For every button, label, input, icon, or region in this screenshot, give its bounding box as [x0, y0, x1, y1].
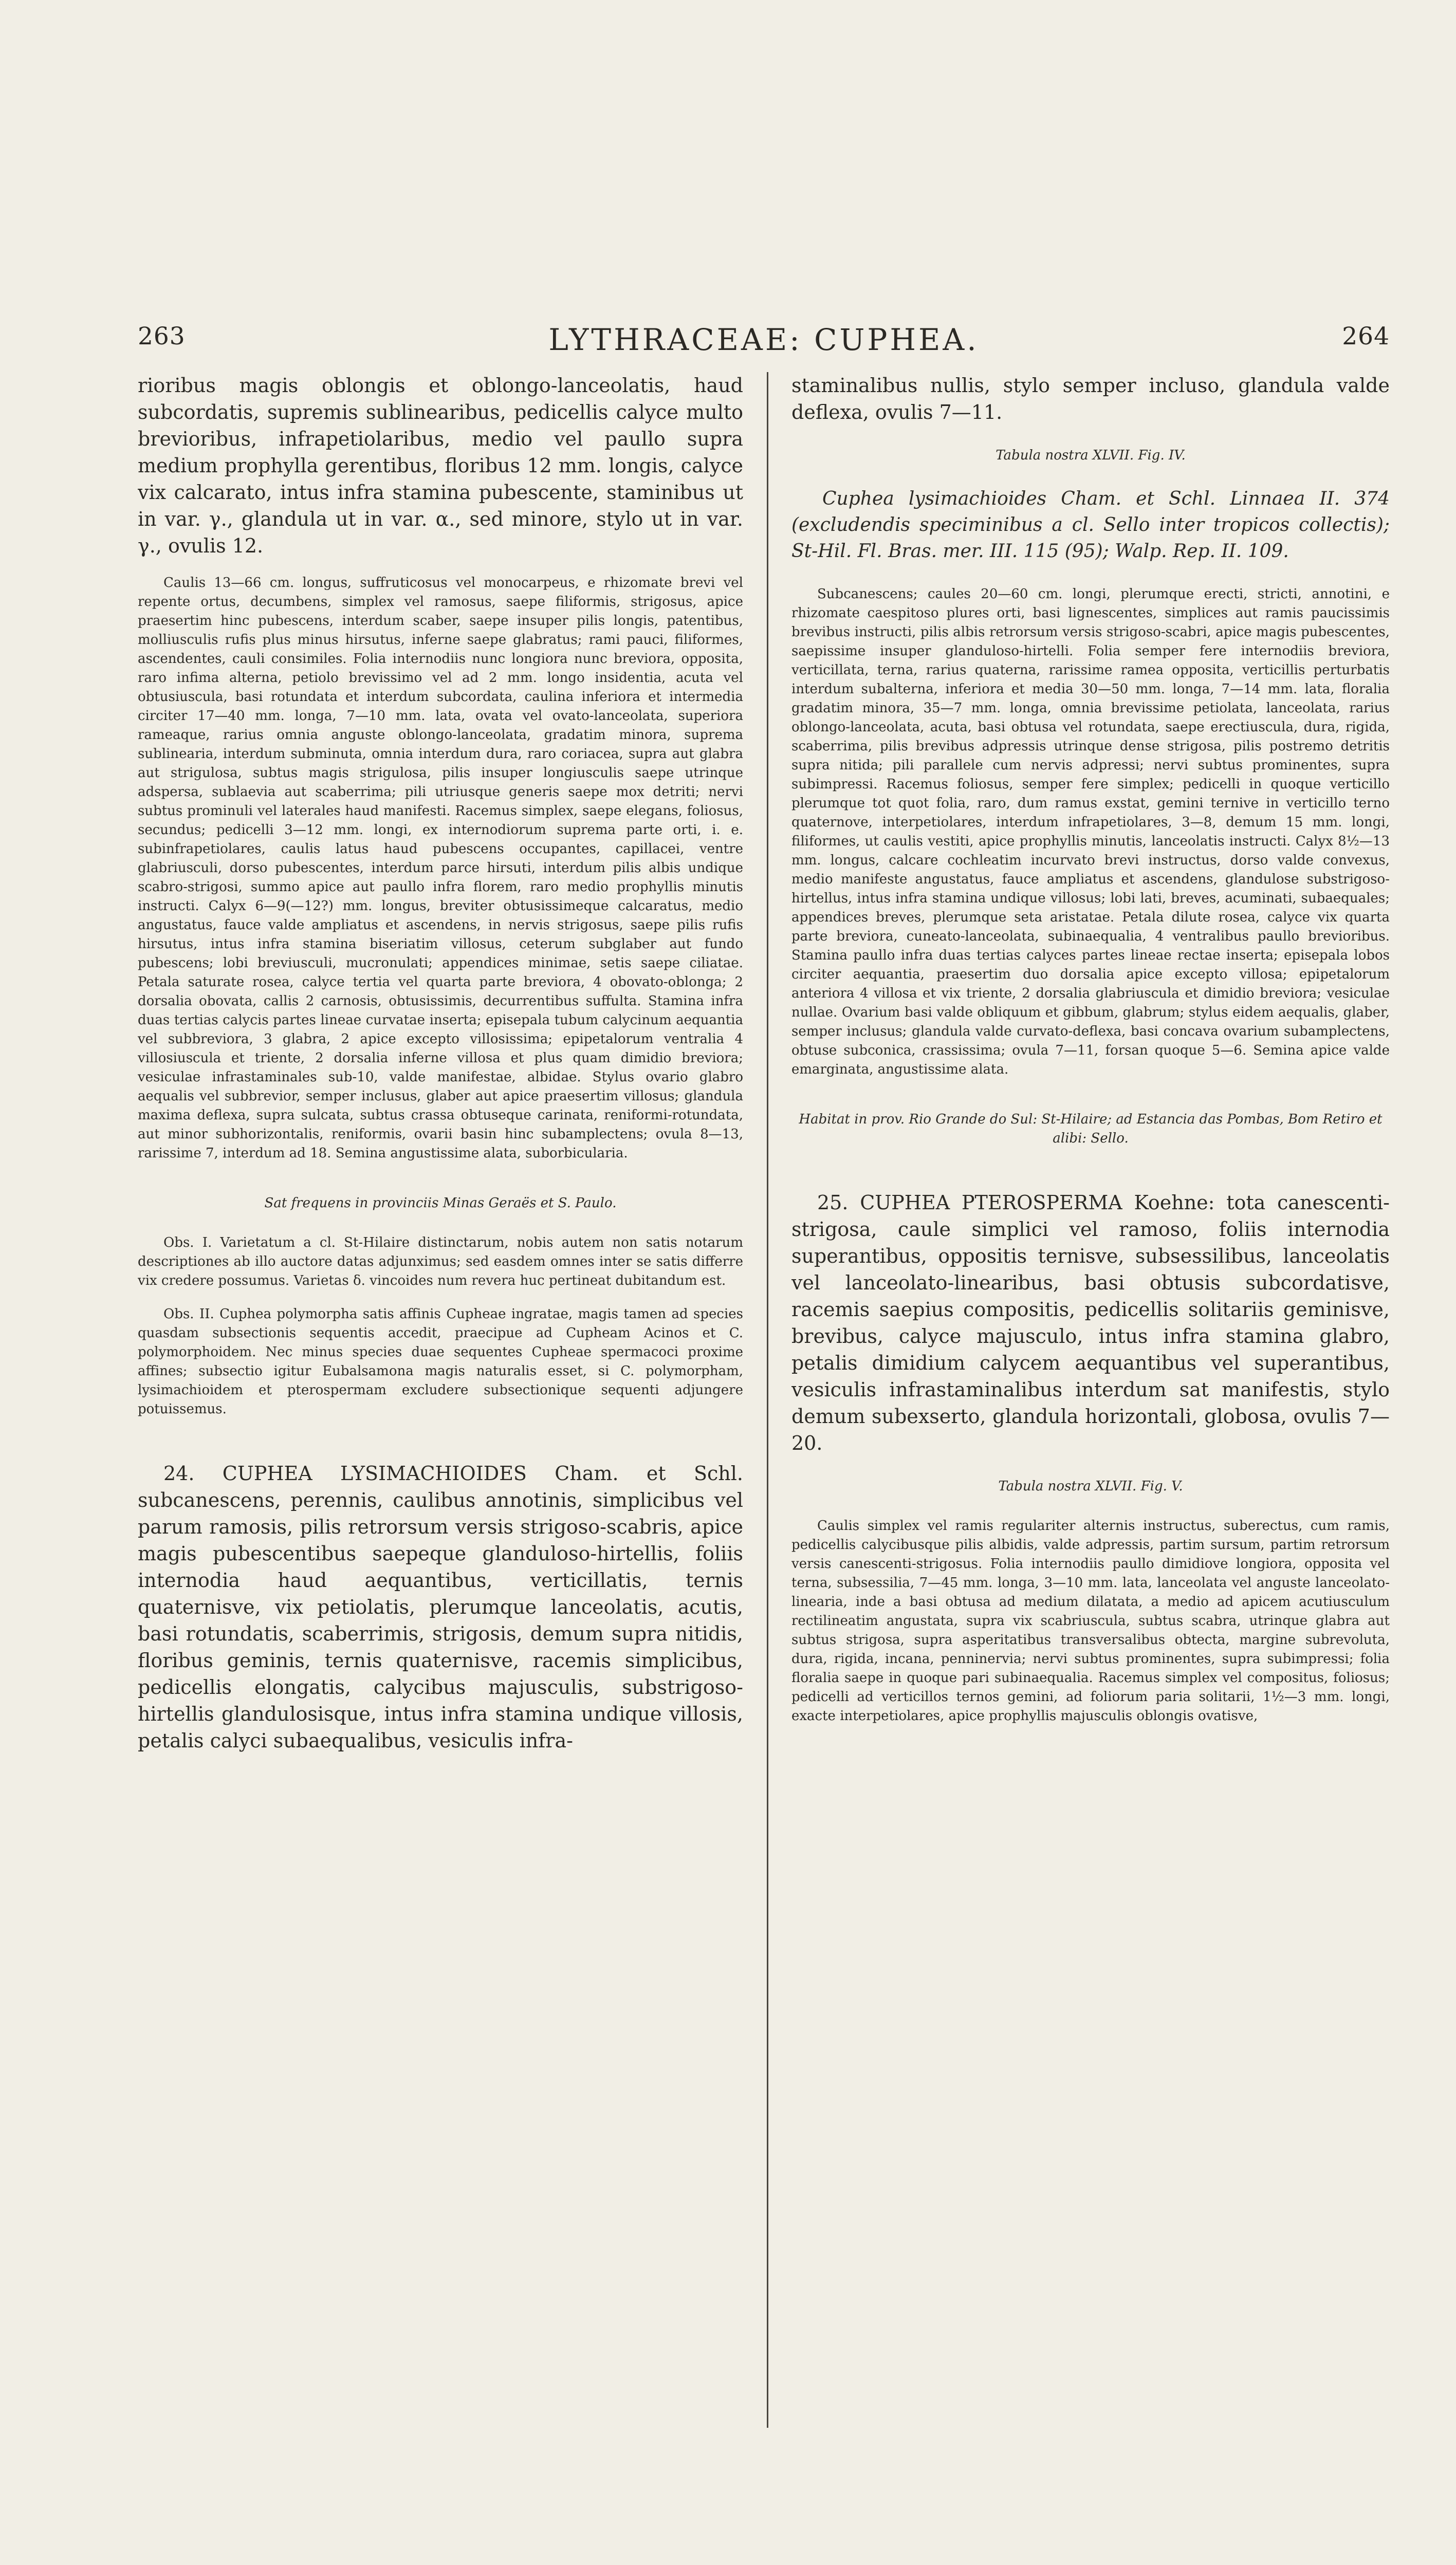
diagnosis-end: staminalibus nullis, stylo semper incluso, glandula valde deflexa, ovulis 7—11.	[791, 374, 1390, 423]
page-number-left: 263	[138, 322, 186, 350]
observation-2: Obs. II. Cuphea polymorpha satis affinis Cupheae ingratae, magis tamen ad species quasdam subsectionis sequentis accedit, praecipue ad Cupheam Acinos et C. polymorphoidem. Nec minus species duae sequentes Cupheae spermacoci proxime affines; subsectio igitur Eubalsamona magis naturalis esset, si C. polymorpham, lysimachioidem et pterospermam excludere subsectionique sequenti adjungere potuissemus.	[138, 1306, 743, 1417]
species-24-diagnosis: 24. CUPHEA LYSIMACHIOIDES Cham. et Schl. subcanescens, perennis, caulibus annotinis, simplicibus vel parum ramosis, pilis retrorsum versis strigoso-scabris, apice magis pubescentibus saepeque glanduloso-hirtellis, foliis internodia haud aequantibus, verticillatis, ternis quaternisve, vix petiolatis, plerumque lanceolatis, acutis, basi rotundatis, scaberrimis, strigosis, demum supra nitidis, floribus geminis, ternis quaternisve, racemis simplicibus, pedicellis elongatis, calycibus majusculis, substrigoso-hirtellis glandulosisque, intus infra stamina undique villosis, petalis calyci subaequalibus, vesiculis infra-	[138, 1462, 743, 1752]
species-25-description: Caulis simplex vel ramis regulariter alternis instructus, suberectus, cum ramis, pedicellis calycibusque pilis albidis, valde adpressis, partim sursum, partim retrorsum versis canescenti-strigosus. Folia internodiis paullo dimidiove longiora, opposita vel terna, subsessilia, 7—45 mm. longa, 3—10 mm. lata, lanceolata vel anguste lanceolato-linearia, inde a basi obtusa ad medium dilatata, a medio ad apicem acutiusculum rectilineatim angustata, supra vix scabriuscula, subtus scabra, utrinque glabra aut subtus strigosa, supra asperitatibus transversalibus obtecta, margine subrevoluta, dura, rigida, incana, penninervia; nervi subtus prominentes, supra subimpressi; folia floralia saepe in quoque pari subinaequalia. Racemus simplex vel compositus, foliosus; pedicelli ad verticillos ternos gemini, ad foliorum paria solitarii, 1½—3 mm. longi, exacte interpetiolares, apice prophyllis majusculis oblongis ovatisve,	[791, 1518, 1390, 1724]
habitat-note: Sat frequens in provinciis Minas Geraës et S. Paulo.	[264, 1195, 617, 1211]
running-title: LYTHRACEAE: CUPHEA.	[548, 322, 979, 357]
left-column	[138, 372, 743, 2428]
page-header	[138, 322, 1390, 363]
observation-1: Obs. I. Varietatum a cl. St-Hilaire distinctarum, nobis autem non satis notarum descriptiones ab illo auctore datas adjunximus; sed easdem omnes inter se satis differre vix credere possumus. Varietas δ. vincoides num revera huc pertineat dubitandum est.	[138, 1235, 743, 1288]
species-24-description: Subcanescens; caules 20—60 cm. longi, plerumque erecti, stricti, annotini, e rhizomate caespitoso plures orti, basi lignescentes, simplices aut ramis paucissimis brevibus instructi, pilis albis retrorsum versis strigoso-scabri, apice magis pubescentes, saepissime insuper glanduloso-hirtelli. Folia semper fere internodiis breviora, verticillata, terna, rarius quaterna, rarissime ramea opposita, verticillis perturbatis interdum subalterna, inferiora et media 30—50 mm. longa, 7—14 mm. lata, floralia gradatim minora, 35—7 mm. longa, omnia brevissime petiolata, lanceolata, rarius oblongo-lanceolata, acuta, basi obtusa vel rotundata, saepe erectiuscula, dura, rigida, scaberrima, pilis brevibus adpressis utrinque dense strigosa, pilis postremo detritis supra nitida; pili parallele cum nervis adpressi; nervi subtus prominentes, supra subimpressi. Racemus foliosus, semper fere simplex; pedicelli in quoque verticillo plerumque tot quot folia, raro, dum ramus exstat, gemini ternive in verticillo terno quaternove, interpetiolares, interdum infrapetiolares, 3—8, demum 15 mm. longi, filiformes, ut caulis vestiti, apice prophyllis minutis, lanceolatis instructi. Calyx 8½—13 mm. longus, calcare cochleatim incurvato brevi instructus, dorso valde convexus, medio manifeste angustatus, fauce ampliatus et ascendens, glandulose substrigoso-hirtellus, intus infra stamina undique villosus; lobi lati, breves, acuminati, subaequales; appendices breves, plerumque seta aristatae. Petala dilute rosea, calyce vix quarta parte breviora, cuneato-lanceolata, subinaequalia, 4 ventralibus paullo brevioribus. Stamina paullo infra duas tertias calyces partes lineae rectae inserta; episepala lobos circiter aequantia, praesertim duo dorsalia apice excepto villosa; epipetalorum anteriora 4 villosa et vix triente, 2 dorsalia glabriuscula et dimidio breviora; vesiculae nullae. Ovarium basi valde obliquum et gibbum, glabrum; stylus eidem aequalis, glaber, semper inclusus; glandula valde curvato-deflexa, basi concava ovarium subamplectens, obtuse subconica, crassissima; ovula 7—11, forsan quoque 5—6. Semina apice valde emarginata, angustissime alata.	[791, 586, 1390, 1077]
column-divider	[767, 372, 768, 2428]
page-number-right: 264	[1342, 322, 1390, 350]
diagnosis-continuation: rioribus magis oblongis et oblongo-lanceolatis, haud subcordatis, supremis sublinearibus, pedicellis calyce multo brevioribus, infrapetiolaribus, medio vel paullo supra medium prophylla gerentibus, floribus 12 mm. longis, calyce vix calcarato, intus infra stamina pubescente, staminibus ut in var. γ., glandula ut in var. α., sed minore, stylo ut in var. γ., ovulis 12.	[138, 374, 743, 557]
species-25-diagnosis: 25. CUPHEA PTEROSPERMA Koehne: tota canescenti-strigosa, caule simplici vel ramoso, foliis internodia superantibus, oppositis ternisve, subsessilibus, lanceolatis vel lanceolato-linearibus, basi obtusis subcordatisve, racemis saepius compositis, pedicellis solitariis geminisve, brevibus, calyce majusculo, intus infra stamina glabro, petalis dimidium calycem aequantibus vel superantibus, vesiculis infrastaminalibus interdum sat manifestis, stylo demum subexserto, glandula horizontali, globosa, ovulis 7—20.	[791, 1191, 1390, 1454]
plate-reference-2: Tabula nostra XLVII. Fig. V.	[998, 1479, 1183, 1494]
right-column	[791, 372, 1390, 2428]
habitat-note-24: Habitat in prov. Rio Grande do Sul: St-Hilaire; ad Estancia das Pombas, Bom Retiro et alibi: Sello.	[799, 1112, 1383, 1146]
synonymy-citation: Cuphea lysimachioides Cham. et Schl. Linnaea II. 374 (excludendis speciminibus a cl. Sello inter tropicos collectis); St-Hil. Fl. Bras. mer. III. 115 (95); Walp. Rep. II. 109.	[791, 488, 1390, 562]
description-paragraph: Caulis 13—66 cm. longus, suffruticosus vel monocarpeus, e rhizomate brevi vel repente ortus, decumbens, simplex vel ramosus, saepe filiformis, strigosus, apice praesertim hinc pubescens, interdum scaber, saepe insuper pilis longis, patentibus, molliusculis rufis plus minus hirsutus, inferne saepe glabratus; rami pauci, filiformes, ascendentes, cauli consimiles. Folia internodiis nunc longiora nunc breviora, opposita, raro infima alterna, petiolo brevissimo vel ad 2 mm. longo insidentia, acuta vel obtusiuscula, basi rotundata et interdum subcordata, caulina inferiora et intermedia circiter 17—40 mm. longa, 7—10 mm. lata, ovata vel ovato-lanceolata, superiora rameaque, rarius omnia anguste oblongo-lanceolata, gradatim minora, suprema sublinearia, interdum subminuta, omnia interdum dura, raro coriacea, supra aut glabra aut strigulosa, subtus magis strigulosa, pilis insuper longiusculis saepe utrinque adspersa, sublaevia aut scaberrima; pili utriusque generis saepe mox detriti; nervi subtus prominuli vel laterales haud manifesti. Racemus simplex, saepe elegans, foliosus, secundus; pedicelli 3—12 mm. longi, ex internodiorum suprema parte orti, i. e. subinfrapetiolares, caulis latus haud pubescens occupantes, capillacei, ventre glabriusculi, dorso pubescentes, interdum parce hirsuti, interdum pilis albis undique scabro-strigosi, summo apice aut paullo infra florem, raro medio prophyllis minutis instructi. Calyx 6—9(—12?) mm. longus, breviter obtusissimeque calcaratus, medio angustatus, fauce valde ampliatus et ascendens, in nervis strigosus, saepe pilis rufis hirsutus, intus infra stamina biseriatim villosus, ceterum subglaber aut fundo pubescens; lobi breviusculi, mucronulati; appendices minimae, setis saepe ciliatae. Petala saturate rosea, calyce tertia vel quarta parte breviora, 4 obovato-oblonga; 2 dorsalia obovata, callis 2 carnosis, obtusissimis, decurrentibus suffulta. Stamina infra duas tertias calycis partes lineae curvatae inserta; episepala tubum calycinum aequantia vel subbreviora, 3 glabra, 2 apice excepto villosissima; epipetalorum ventralia 4 villosiuscula et triente, 2 dorsalia inferne villosa et plus quam dimidio breviora; vesiculae infrastaminales sub-10, valde manifestae, albidae. Stylus ovario glabro aequalis vel subbrevior, semper inclusus, glaber aut apice praesertim villosus; glandula maxima deflexa, supra sulcata, subtus crassa obtuseque carinata, reniformi-rotundata, aut minor subhorizontalis, reniformis, ovarii basin hinc subamplectens; ovula 8—13, rarissime 7, interdum ad 18. Semina angustissime alata, suborbicularia.	[138, 575, 743, 1161]
plate-reference-1: Tabula nostra XLVII. Fig. IV.	[996, 448, 1186, 463]
